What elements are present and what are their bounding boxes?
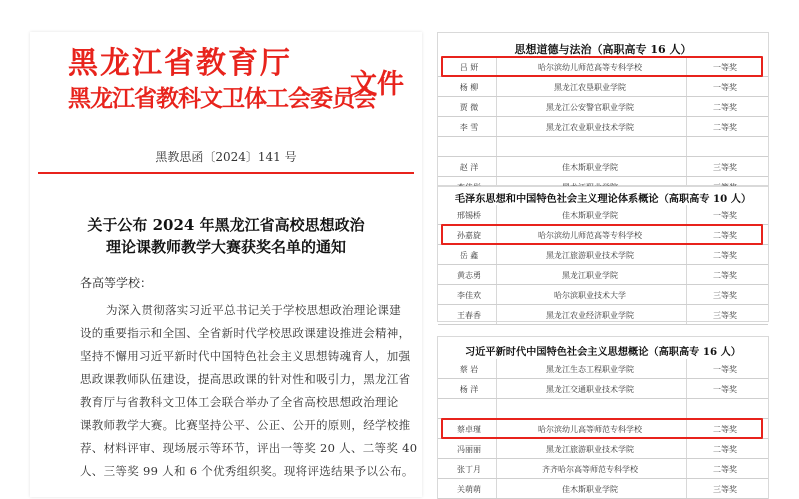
winner-name: 蔡 岩 bbox=[459, 365, 479, 374]
table-row bbox=[438, 77, 768, 97]
award-table bbox=[438, 57, 768, 197]
winner-name: 李佳欢 bbox=[457, 291, 481, 300]
body-line: 设的重要指示和全国、全省新时代学校思政课建设推进会精神， bbox=[80, 326, 411, 340]
body-line: 荐、材料评审、现场展示等环节，评出一等奖 20 人、二等奖 40 bbox=[80, 441, 418, 455]
winner-name: 贾 微 bbox=[459, 103, 479, 112]
school-name: 黑龙江旅游职业技术学院 bbox=[546, 445, 634, 454]
table-row bbox=[438, 205, 768, 225]
award-level: 二等奖 bbox=[713, 425, 737, 434]
school-name: 哈尔滨职业技术大学 bbox=[554, 291, 626, 300]
school-name: 佳木斯职业学院 bbox=[562, 163, 618, 172]
winner-name: 杨 柳 bbox=[459, 83, 479, 92]
panel-title: 思想道德与法治（高职高专 16 人） bbox=[514, 43, 692, 56]
issuer-union-committee: 黑龙江省教科文卫体工会委员会 bbox=[68, 85, 376, 112]
school-name: 黑龙江公安警官职业学院 bbox=[546, 103, 634, 112]
body-line: 坚持不懈用习近平新时代中国特色社会主义思想铸魂育人，加强 bbox=[80, 349, 411, 363]
award-level: 一等奖 bbox=[713, 385, 737, 394]
winner-name: 蔡卓瑾 bbox=[457, 425, 481, 434]
school-name: 哈尔滨幼儿师范高等专科学校 bbox=[538, 231, 642, 240]
award-level: 一等奖 bbox=[713, 83, 737, 92]
winner-name: 吕 妍 bbox=[459, 63, 479, 72]
table-row bbox=[438, 379, 768, 399]
table-row bbox=[438, 117, 768, 137]
award-level: 三等奖 bbox=[713, 163, 737, 172]
panel-title: 毛泽东思想和中国特色社会主义理论体系概论（高职高专 10 人） bbox=[454, 193, 752, 205]
red-divider bbox=[38, 172, 414, 174]
school-name: 黑龙江旅游职业技术学院 bbox=[546, 251, 634, 260]
notice-document bbox=[30, 32, 422, 497]
winner-name: 黄志勇 bbox=[457, 271, 481, 280]
greeting: 各高等学校： bbox=[80, 276, 153, 290]
award-panel-ethics-law bbox=[437, 32, 769, 186]
winner-name: 赵 洋 bbox=[459, 163, 479, 172]
issuer-education-dept: 黑龙江省教育厅 bbox=[68, 46, 292, 81]
table-row bbox=[438, 305, 768, 325]
award-panel-mao-theory bbox=[437, 186, 769, 322]
body-line: 人、三等奖 99 人和 6 个优秀组织奖。现将评选结果予以公布。 bbox=[80, 464, 414, 478]
winner-name: 邢锡桥 bbox=[457, 211, 481, 220]
award-level: 二等奖 bbox=[713, 465, 737, 474]
table-row bbox=[438, 265, 768, 285]
award-level: 二等奖 bbox=[713, 251, 737, 260]
winner-name: 王春香 bbox=[457, 311, 481, 320]
table-row bbox=[438, 157, 768, 177]
winner-name: 关萌萌 bbox=[457, 485, 481, 494]
winner-name: 张丁月 bbox=[457, 465, 481, 474]
red-highlight-box bbox=[441, 418, 763, 439]
red-highlight-box bbox=[441, 56, 763, 77]
body-line: 思政课教师队伍建设，提高思政课的针对性和吸引力，黑龙江省 bbox=[80, 372, 411, 386]
school-name: 黑龙江交通职业技术学院 bbox=[546, 385, 634, 394]
notice-title-line-2: 理论课教师教学大赛获奖名单的通知 bbox=[105, 238, 346, 256]
table-row bbox=[438, 459, 768, 479]
school-name: 哈尔滨幼儿师范高等专科学校 bbox=[538, 63, 642, 72]
school-name: 黑龙江职业学院 bbox=[562, 271, 618, 280]
winner-name: 岳 鑫 bbox=[459, 251, 479, 260]
panel-title: 习近平新时代中国特色社会主义思想概论（高职高专 16 人） bbox=[465, 346, 741, 358]
school-name: 黑龙江农业经济职业学院 bbox=[546, 311, 634, 320]
body-line: 为深入贯彻落实习近平总书记关于学校思想政治理论课建 bbox=[106, 303, 401, 317]
notice-title-line-1: 关于公布 2024 年黑龙江省高校思想政治 bbox=[87, 216, 365, 234]
school-name: 黑龙江农垦职业学院 bbox=[554, 83, 626, 92]
table-row bbox=[438, 97, 768, 117]
award-level: 二等奖 bbox=[713, 123, 737, 132]
school-name: 哈尔滨幼儿高等师范专科学校 bbox=[538, 425, 642, 434]
winner-name: 杨 洋 bbox=[459, 385, 479, 394]
school-name: 佳木斯职业学院 bbox=[562, 485, 618, 494]
school-name: 黑龙江生态工程职业学院 bbox=[546, 365, 634, 374]
table-row bbox=[438, 479, 768, 499]
table-row bbox=[438, 137, 768, 157]
winner-name: 李 雪 bbox=[459, 123, 479, 132]
table-row bbox=[438, 439, 768, 459]
table-row bbox=[438, 285, 768, 305]
award-table bbox=[438, 359, 768, 499]
award-level: 一等奖 bbox=[713, 63, 737, 72]
award-level: 一等奖 bbox=[713, 365, 737, 374]
award-level: 三等奖 bbox=[713, 485, 737, 494]
award-level: 二等奖 bbox=[713, 231, 737, 240]
body-line: 教育厅与省教科文卫体工会联合举办了全省高校思想政治理论 bbox=[80, 395, 399, 409]
winner-name: 孙嘉旋 bbox=[457, 231, 481, 240]
red-highlight-box bbox=[441, 224, 763, 245]
school-name: 黑龙江农业职业技术学院 bbox=[546, 123, 634, 132]
document-label: 文件 bbox=[350, 69, 404, 100]
award-level: 一等奖 bbox=[713, 211, 737, 220]
school-name: 佳木斯职业学院 bbox=[562, 211, 618, 220]
document-number: 黑教思函〔2024〕141 号 bbox=[155, 150, 297, 164]
body-line: 课教师教学大赛。比赛坚持公平、公正、公开的原则，经学校推 bbox=[80, 418, 411, 432]
award-panel-xi-thought bbox=[437, 336, 769, 499]
award-table bbox=[438, 205, 768, 325]
award-level: 二等奖 bbox=[713, 445, 737, 454]
table-row bbox=[438, 399, 768, 419]
table-row bbox=[438, 359, 768, 379]
table-row bbox=[438, 245, 768, 265]
award-level: 三等奖 bbox=[713, 291, 737, 300]
award-level: 二等奖 bbox=[713, 103, 737, 112]
award-level: 二等奖 bbox=[713, 271, 737, 280]
school-name: 齐齐哈尔高等师范专科学校 bbox=[542, 465, 638, 474]
winner-name: 冯丽丽 bbox=[457, 445, 481, 454]
award-level: 三等奖 bbox=[713, 311, 737, 320]
